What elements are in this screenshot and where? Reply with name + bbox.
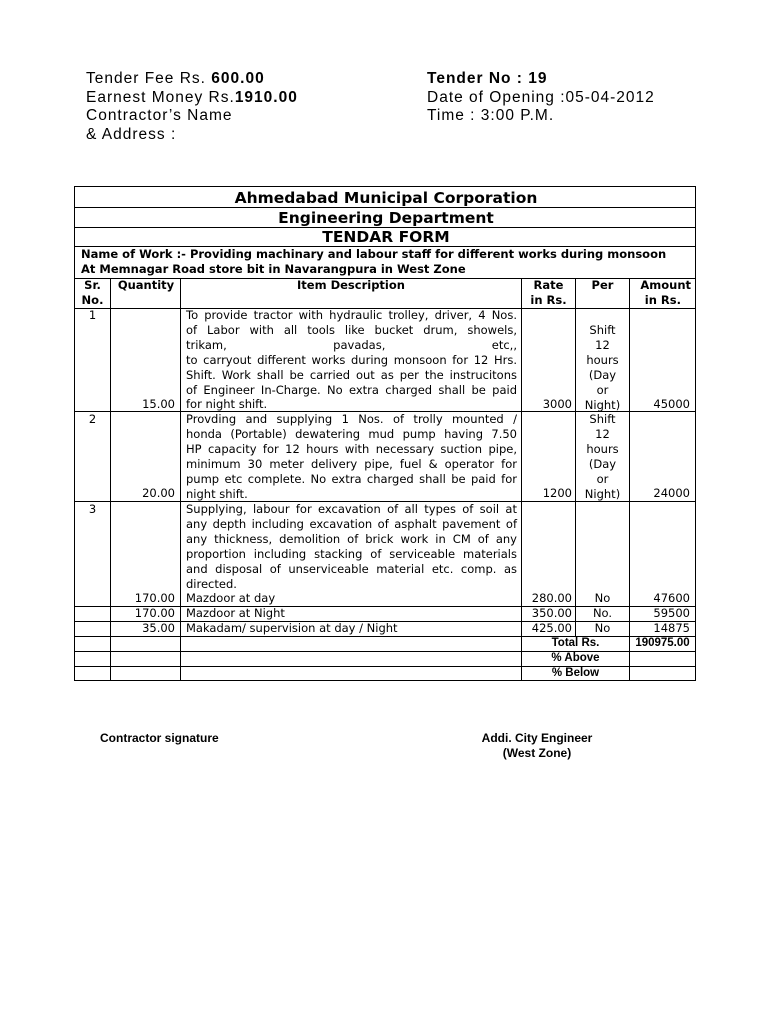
subitem-3-per: No: [594, 621, 611, 635]
opening-time: Time : 3:00 P.M.: [427, 107, 555, 124]
item-1-sr: 1: [88, 308, 97, 322]
tender-fee-value: 600.00: [211, 70, 265, 87]
org-name: Ahmedabad Municipal Corporation: [234, 189, 538, 207]
earnest-money-value: 1910.00: [234, 89, 298, 106]
subitem-2-per: No.: [592, 606, 613, 620]
contractor-signature: Contractor signature: [100, 731, 219, 745]
subitem-1-per: No: [594, 591, 611, 605]
form-title: TENDAR FORM: [322, 228, 450, 246]
subitem-3-quantity: 35.00: [142, 621, 175, 635]
col-sr-no: No.: [81, 293, 104, 307]
tender-fee: [86, 70, 265, 88]
subitem-1-amount: 47600: [653, 591, 690, 605]
column-rule: [180, 278, 181, 680]
col-sr: Sr.: [84, 278, 101, 292]
subitem-2-description: Mazdoor at Night: [186, 606, 285, 620]
above-label: % Above: [551, 652, 600, 664]
col-rate-unit: in Rs.: [530, 293, 567, 307]
contractor-name-label: Contractor’s Name: [86, 107, 233, 124]
work-name-line-1: Name of Work :- Providing machinary and labour staff for different works during monsoon: [81, 247, 667, 261]
item-2-per: Shift 12 hours (Day or Night): [584, 412, 621, 501]
subitem-1-quantity: 170.00: [134, 591, 175, 605]
item-2-amount: 24000: [653, 486, 690, 500]
col-amount-unit: in Rs.: [644, 293, 681, 307]
item-1-rate: 3000: [542, 397, 572, 411]
tender-fee-label: Tender Fee Rs.: [86, 70, 206, 87]
total-value: 190975.00: [635, 637, 690, 649]
item-1-description: To provide tractor with hydraulic trolley, driver, 4 Nos. of Labor with all tools like bucket drum, showels, trikam, pavadas, etc,, to carryout different works during monsoon for 12 Hrs. Shift. Work shall be carried out as per the instrucitons of Engineer In-Charge. No extra charged shall be paid for night shift.: [186, 308, 517, 412]
item-3-description: Supplying, labour for excavation of all types of soil at any depth including excavation of asphalt pavement of any thickness, demolition of brick work in CM of any proportion including stacking of serviceable materials and disposal of unserviceable material etc. comp. as directed.: [186, 502, 517, 591]
below-label: % Below: [551, 667, 600, 679]
item-2-quantity: 20.00: [142, 486, 175, 500]
item-2-rate: 1200: [542, 486, 572, 500]
col-per: Per: [591, 278, 614, 292]
engineer-signature-zone: (West Zone): [502, 746, 572, 760]
subitem-3-description: Makadam/ supervision at day / Night: [186, 621, 398, 635]
item-1-amount: 45000: [653, 397, 690, 411]
item-2-description: Provding and supplying 1 Nos. of trolly mounted / honda (Portable) dewatering mud pump having 7.50 HP capacity for 12 hours with necessary suction pipe, minimum 30 meter delivery pipe, fuel & operator for pump etc complete. No extra charged shall be paid for night shift.: [186, 412, 517, 501]
work-name-line-2: At Memnagar Road store bit in Navarangpura in West Zone: [81, 262, 466, 276]
item-3-sr: 3: [88, 502, 97, 516]
subitem-3-amount: 14875: [653, 621, 690, 635]
col-quantity: Quantity: [117, 278, 175, 292]
subitem-1-rate: 280.00: [531, 591, 572, 605]
subitem-2-quantity: 170.00: [134, 606, 175, 620]
department-name: Engineering Department: [278, 209, 494, 227]
earnest-money-label: Earnest Money Rs.: [86, 89, 235, 106]
item-1-quantity: 15.00: [142, 397, 175, 411]
col-amount: Amount: [640, 278, 691, 292]
subitem-1-description: Mazdoor at day: [186, 591, 276, 605]
earnest-money: [86, 89, 298, 107]
col-item-description: Item Description: [297, 278, 405, 292]
subitem-2-amount: 59500: [653, 606, 690, 620]
date-of-opening: Date of Opening :05-04-2012: [427, 89, 655, 106]
total-label: Total Rs.: [551, 637, 600, 649]
tender-no: Tender No : 19: [427, 70, 548, 87]
item-1-per: Shift 12 hours (Day or Night): [584, 323, 621, 412]
engineer-signature-title: Addi. City Engineer: [481, 731, 593, 745]
col-rate: Rate: [533, 278, 564, 292]
subitem-3-rate: 425.00: [531, 621, 572, 635]
address-label: & Address :: [86, 126, 177, 143]
tender-form-table: [74, 186, 696, 681]
subitem-2-rate: 350.00: [531, 606, 572, 620]
item-2-sr: 2: [88, 412, 97, 426]
